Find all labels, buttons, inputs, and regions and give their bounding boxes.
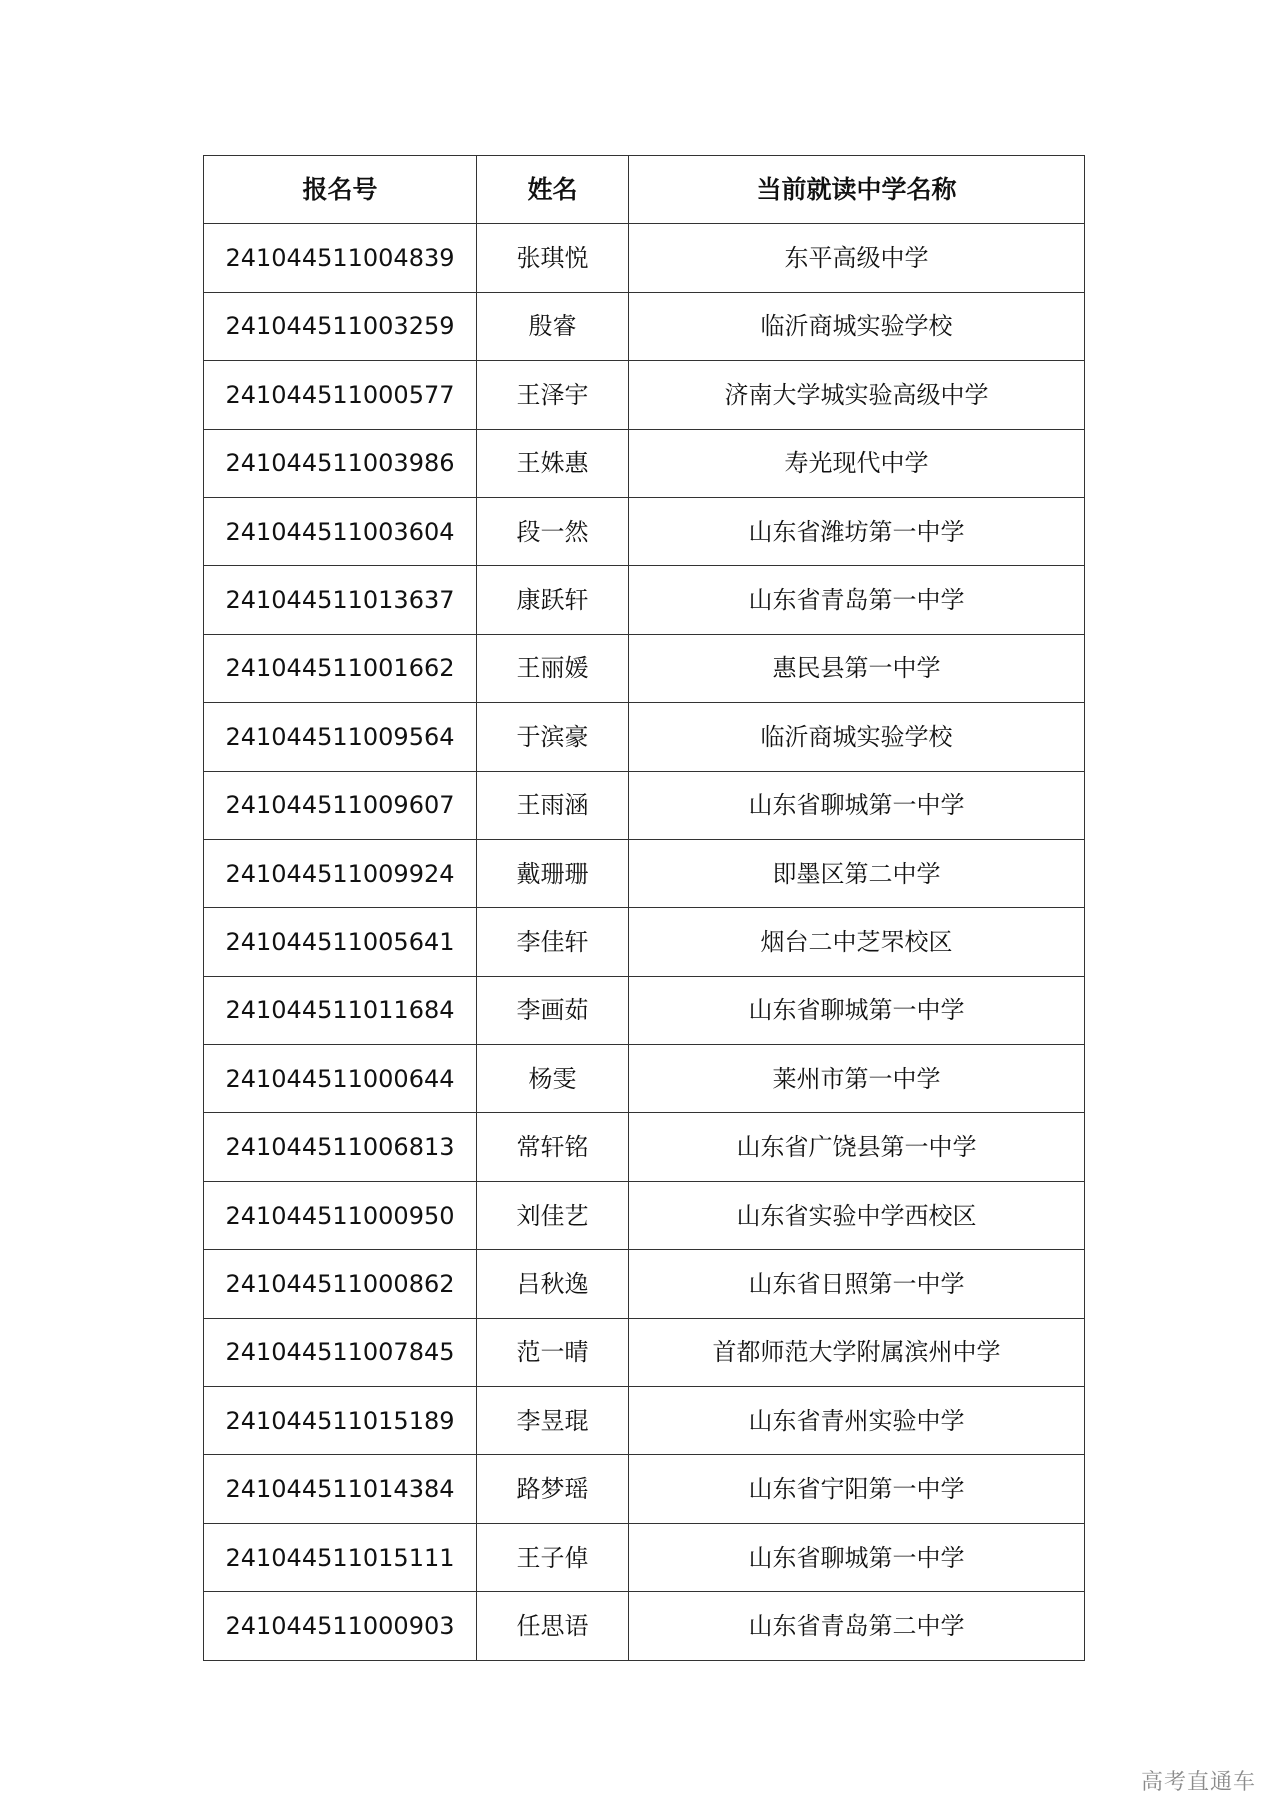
- student-name-cell: 李佳轩: [477, 908, 629, 976]
- school-name-cell: 首都师范大学附属滨州中学: [629, 1318, 1085, 1386]
- registration-number-cell: 241044511006813: [204, 1113, 477, 1181]
- student-name-cell: 刘佳艺: [477, 1181, 629, 1249]
- student-name-cell: 张琪悦: [477, 224, 629, 292]
- watermark-text: 高考直通车: [1140, 1770, 1256, 1795]
- registration-number-cell: 241044511000862: [204, 1250, 477, 1318]
- header-name: 姓名: [477, 156, 629, 224]
- student-name-cell: 戴珊珊: [477, 839, 629, 907]
- student-name-cell: 殷睿: [477, 292, 629, 360]
- table-row: [204, 429, 1085, 497]
- registration-number-cell: 241044511000577: [204, 361, 477, 429]
- table-row: [204, 224, 1085, 292]
- student-name-cell: 于滨豪: [477, 703, 629, 771]
- student-name-cell: 段一然: [477, 497, 629, 565]
- school-name-cell: 济南大学城实验高级中学: [629, 361, 1085, 429]
- school-name-cell: 山东省广饶县第一中学: [629, 1113, 1085, 1181]
- student-name-cell: 李昱琨: [477, 1387, 629, 1455]
- student-name-cell: 范一晴: [477, 1318, 629, 1386]
- admission-table: [203, 155, 1085, 1661]
- school-name-cell: 山东省实验中学西校区: [629, 1181, 1085, 1249]
- registration-number-cell: 241044511011684: [204, 976, 477, 1044]
- table-row: [204, 1250, 1085, 1318]
- student-name-cell: 杨雯: [477, 1045, 629, 1113]
- school-name-cell: 烟台二中芝罘校区: [629, 908, 1085, 976]
- registration-number-cell: 241044511009564: [204, 703, 477, 771]
- header-school-name: 当前就读中学名称: [629, 156, 1085, 224]
- table-row: [204, 1592, 1085, 1660]
- table-row: [204, 1181, 1085, 1249]
- registration-number-cell: 241044511009924: [204, 839, 477, 907]
- student-name-cell: 康跃轩: [477, 566, 629, 634]
- table-row: [204, 771, 1085, 839]
- school-name-cell: 山东省聊城第一中学: [629, 1523, 1085, 1591]
- registration-number-cell: 241044511004839: [204, 224, 477, 292]
- table-header: [204, 156, 1085, 224]
- table-row: [204, 703, 1085, 771]
- table-row: [204, 1455, 1085, 1523]
- table-row: [204, 1318, 1085, 1386]
- school-name-cell: 山东省日照第一中学: [629, 1250, 1085, 1318]
- registration-number-cell: 241044511007845: [204, 1318, 477, 1386]
- student-name-cell: 王子倬: [477, 1523, 629, 1591]
- registration-number-cell: 241044511015111: [204, 1523, 477, 1591]
- table-row: [204, 839, 1085, 907]
- school-name-cell: 山东省聊城第一中学: [629, 976, 1085, 1044]
- student-name-cell: 王丽媛: [477, 634, 629, 702]
- registration-number-cell: 241044511003986: [204, 429, 477, 497]
- student-name-cell: 吕秋逸: [477, 1250, 629, 1318]
- school-name-cell: 山东省潍坊第一中学: [629, 497, 1085, 565]
- registration-number-cell: 241044511000950: [204, 1181, 477, 1249]
- registration-number-cell: 241044511015189: [204, 1387, 477, 1455]
- table-row: [204, 634, 1085, 702]
- table-row: [204, 566, 1085, 634]
- registration-number-cell: 241044511014384: [204, 1455, 477, 1523]
- student-name-cell: 王泽宇: [477, 361, 629, 429]
- school-name-cell: 东平高级中学: [629, 224, 1085, 292]
- student-name-cell: 常轩铭: [477, 1113, 629, 1181]
- header-row: [204, 156, 1085, 224]
- table-row: [204, 497, 1085, 565]
- school-name-cell: 寿光现代中学: [629, 429, 1085, 497]
- table-row: [204, 1113, 1085, 1181]
- school-name-cell: 山东省青州实验中学: [629, 1387, 1085, 1455]
- school-name-cell: 莱州市第一中学: [629, 1045, 1085, 1113]
- school-name-cell: 山东省青岛第一中学: [629, 566, 1085, 634]
- table-row: [204, 1523, 1085, 1591]
- school-name-cell: 山东省聊城第一中学: [629, 771, 1085, 839]
- student-name-cell: 李画茹: [477, 976, 629, 1044]
- student-name-cell: 王姝惠: [477, 429, 629, 497]
- table-row: [204, 976, 1085, 1044]
- table-row: [204, 292, 1085, 360]
- table-row: [204, 908, 1085, 976]
- student-name-cell: 路梦瑶: [477, 1455, 629, 1523]
- header-registration-number: 报名号: [204, 156, 477, 224]
- registration-number-cell: 241044511003259: [204, 292, 477, 360]
- table-row: [204, 1387, 1085, 1455]
- registration-number-cell: 241044511005641: [204, 908, 477, 976]
- registration-number-cell: 241044511001662: [204, 634, 477, 702]
- registration-number-cell: 241044511000644: [204, 1045, 477, 1113]
- school-name-cell: 临沂商城实验学校: [629, 292, 1085, 360]
- registration-number-cell: 241044511013637: [204, 566, 477, 634]
- registration-number-cell: 241044511009607: [204, 771, 477, 839]
- student-name-cell: 王雨涵: [477, 771, 629, 839]
- registration-number-cell: 241044511000903: [204, 1592, 477, 1660]
- school-name-cell: 山东省宁阳第一中学: [629, 1455, 1085, 1523]
- table-row: [204, 361, 1085, 429]
- table-body: [204, 224, 1085, 1660]
- school-name-cell: 即墨区第二中学: [629, 839, 1085, 907]
- school-name-cell: 山东省青岛第二中学: [629, 1592, 1085, 1660]
- registration-number-cell: 241044511003604: [204, 497, 477, 565]
- table-row: [204, 1045, 1085, 1113]
- school-name-cell: 惠民县第一中学: [629, 634, 1085, 702]
- student-name-cell: 任思语: [477, 1592, 629, 1660]
- school-name-cell: 临沂商城实验学校: [629, 703, 1085, 771]
